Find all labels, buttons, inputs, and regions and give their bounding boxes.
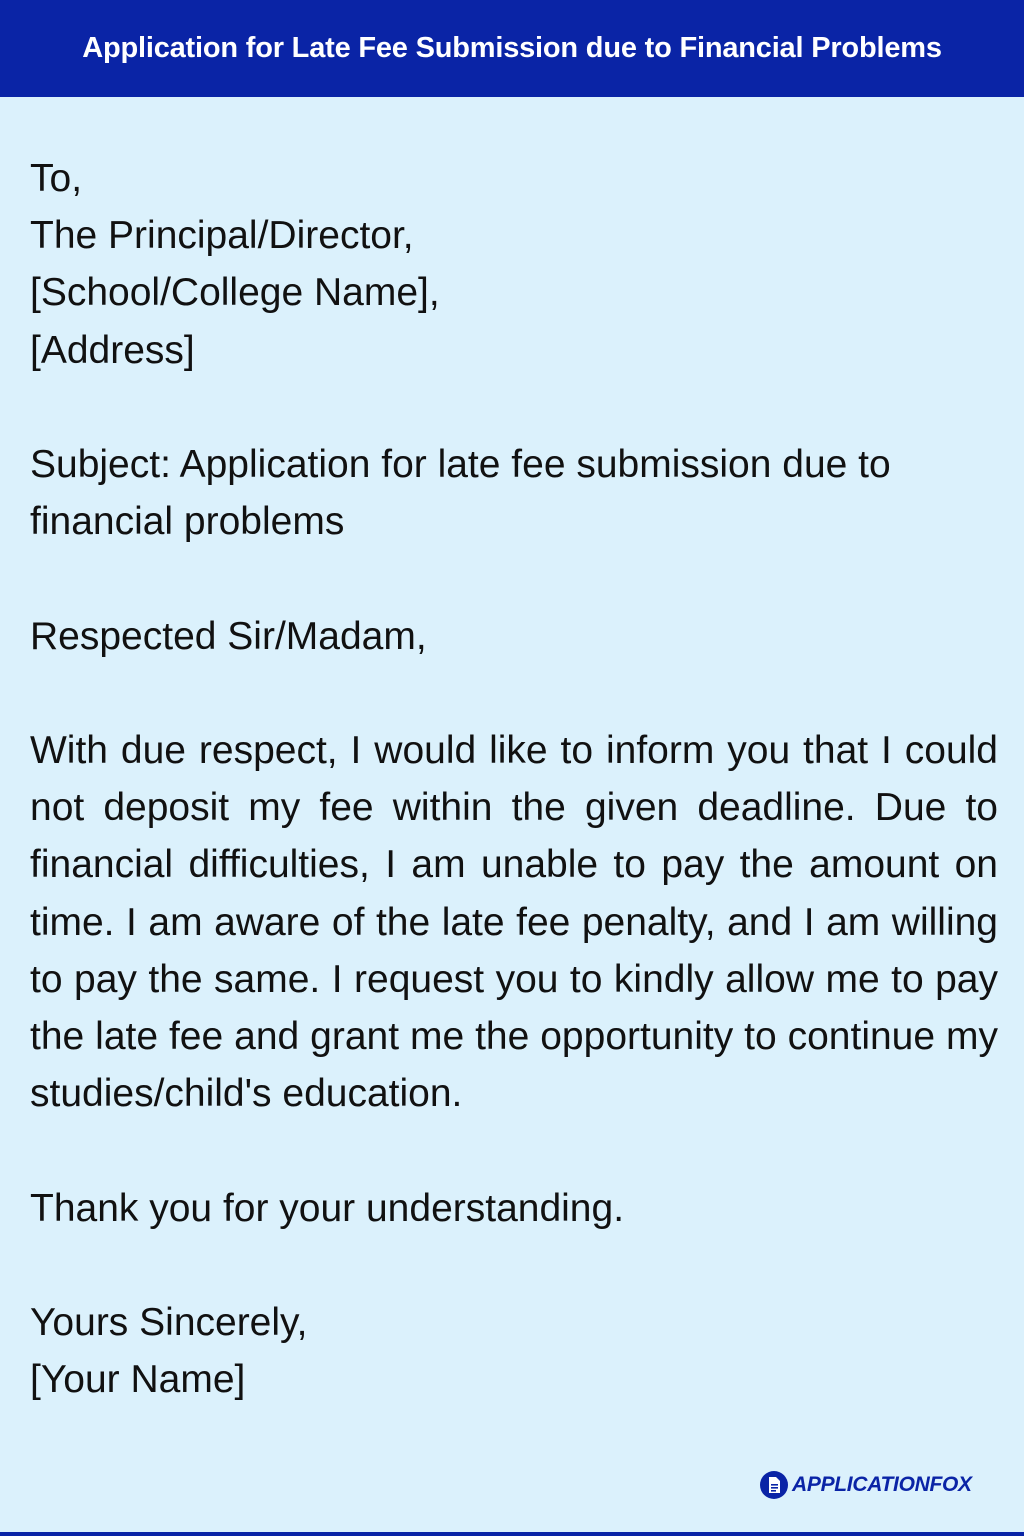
signature-name: [Your Name] <box>30 1358 246 1402</box>
closing-line: Yours Sincerely, <box>30 1300 308 1344</box>
document-icon <box>760 1471 788 1499</box>
salutation: Respected Sir/Madam, <box>30 614 427 658</box>
spacer <box>30 379 998 436</box>
logo-text: APPLICATIONFOX <box>792 1473 972 1496</box>
spacer <box>30 550 998 607</box>
header-bar <box>0 0 1024 97</box>
to-line: To, <box>30 157 83 200</box>
letter-body <box>30 150 998 1408</box>
bottom-border <box>0 1532 1024 1536</box>
thanks-line: Thank you for your understanding. <box>30 1186 625 1230</box>
recipient-title: The Principal/Director, <box>30 214 414 258</box>
spacer <box>30 1122 998 1179</box>
recipient-institution: [School/College Name], <box>30 271 440 315</box>
subject-line: Subject: Application for late fee submission due to financial problems <box>30 443 891 544</box>
body-paragraph: With due respect, I would like to inform you that I could not deposit my fee within the given deadline. Due to financial difficulties, I am unable to pay the amount on time. I am aware of the late fee penalty, and I am willing to pay the same. I request you to kindly allow me to pay the late fee and grant me the opportunity to continue my studies/child's education. <box>30 728 998 1116</box>
recipient-address: [Address] <box>30 328 195 372</box>
spacer <box>30 665 998 722</box>
spacer <box>30 1237 998 1294</box>
applicationfox-logo <box>760 1470 972 1500</box>
page-title: Application for Late Fee Submission due to Financial Problems <box>82 32 942 64</box>
